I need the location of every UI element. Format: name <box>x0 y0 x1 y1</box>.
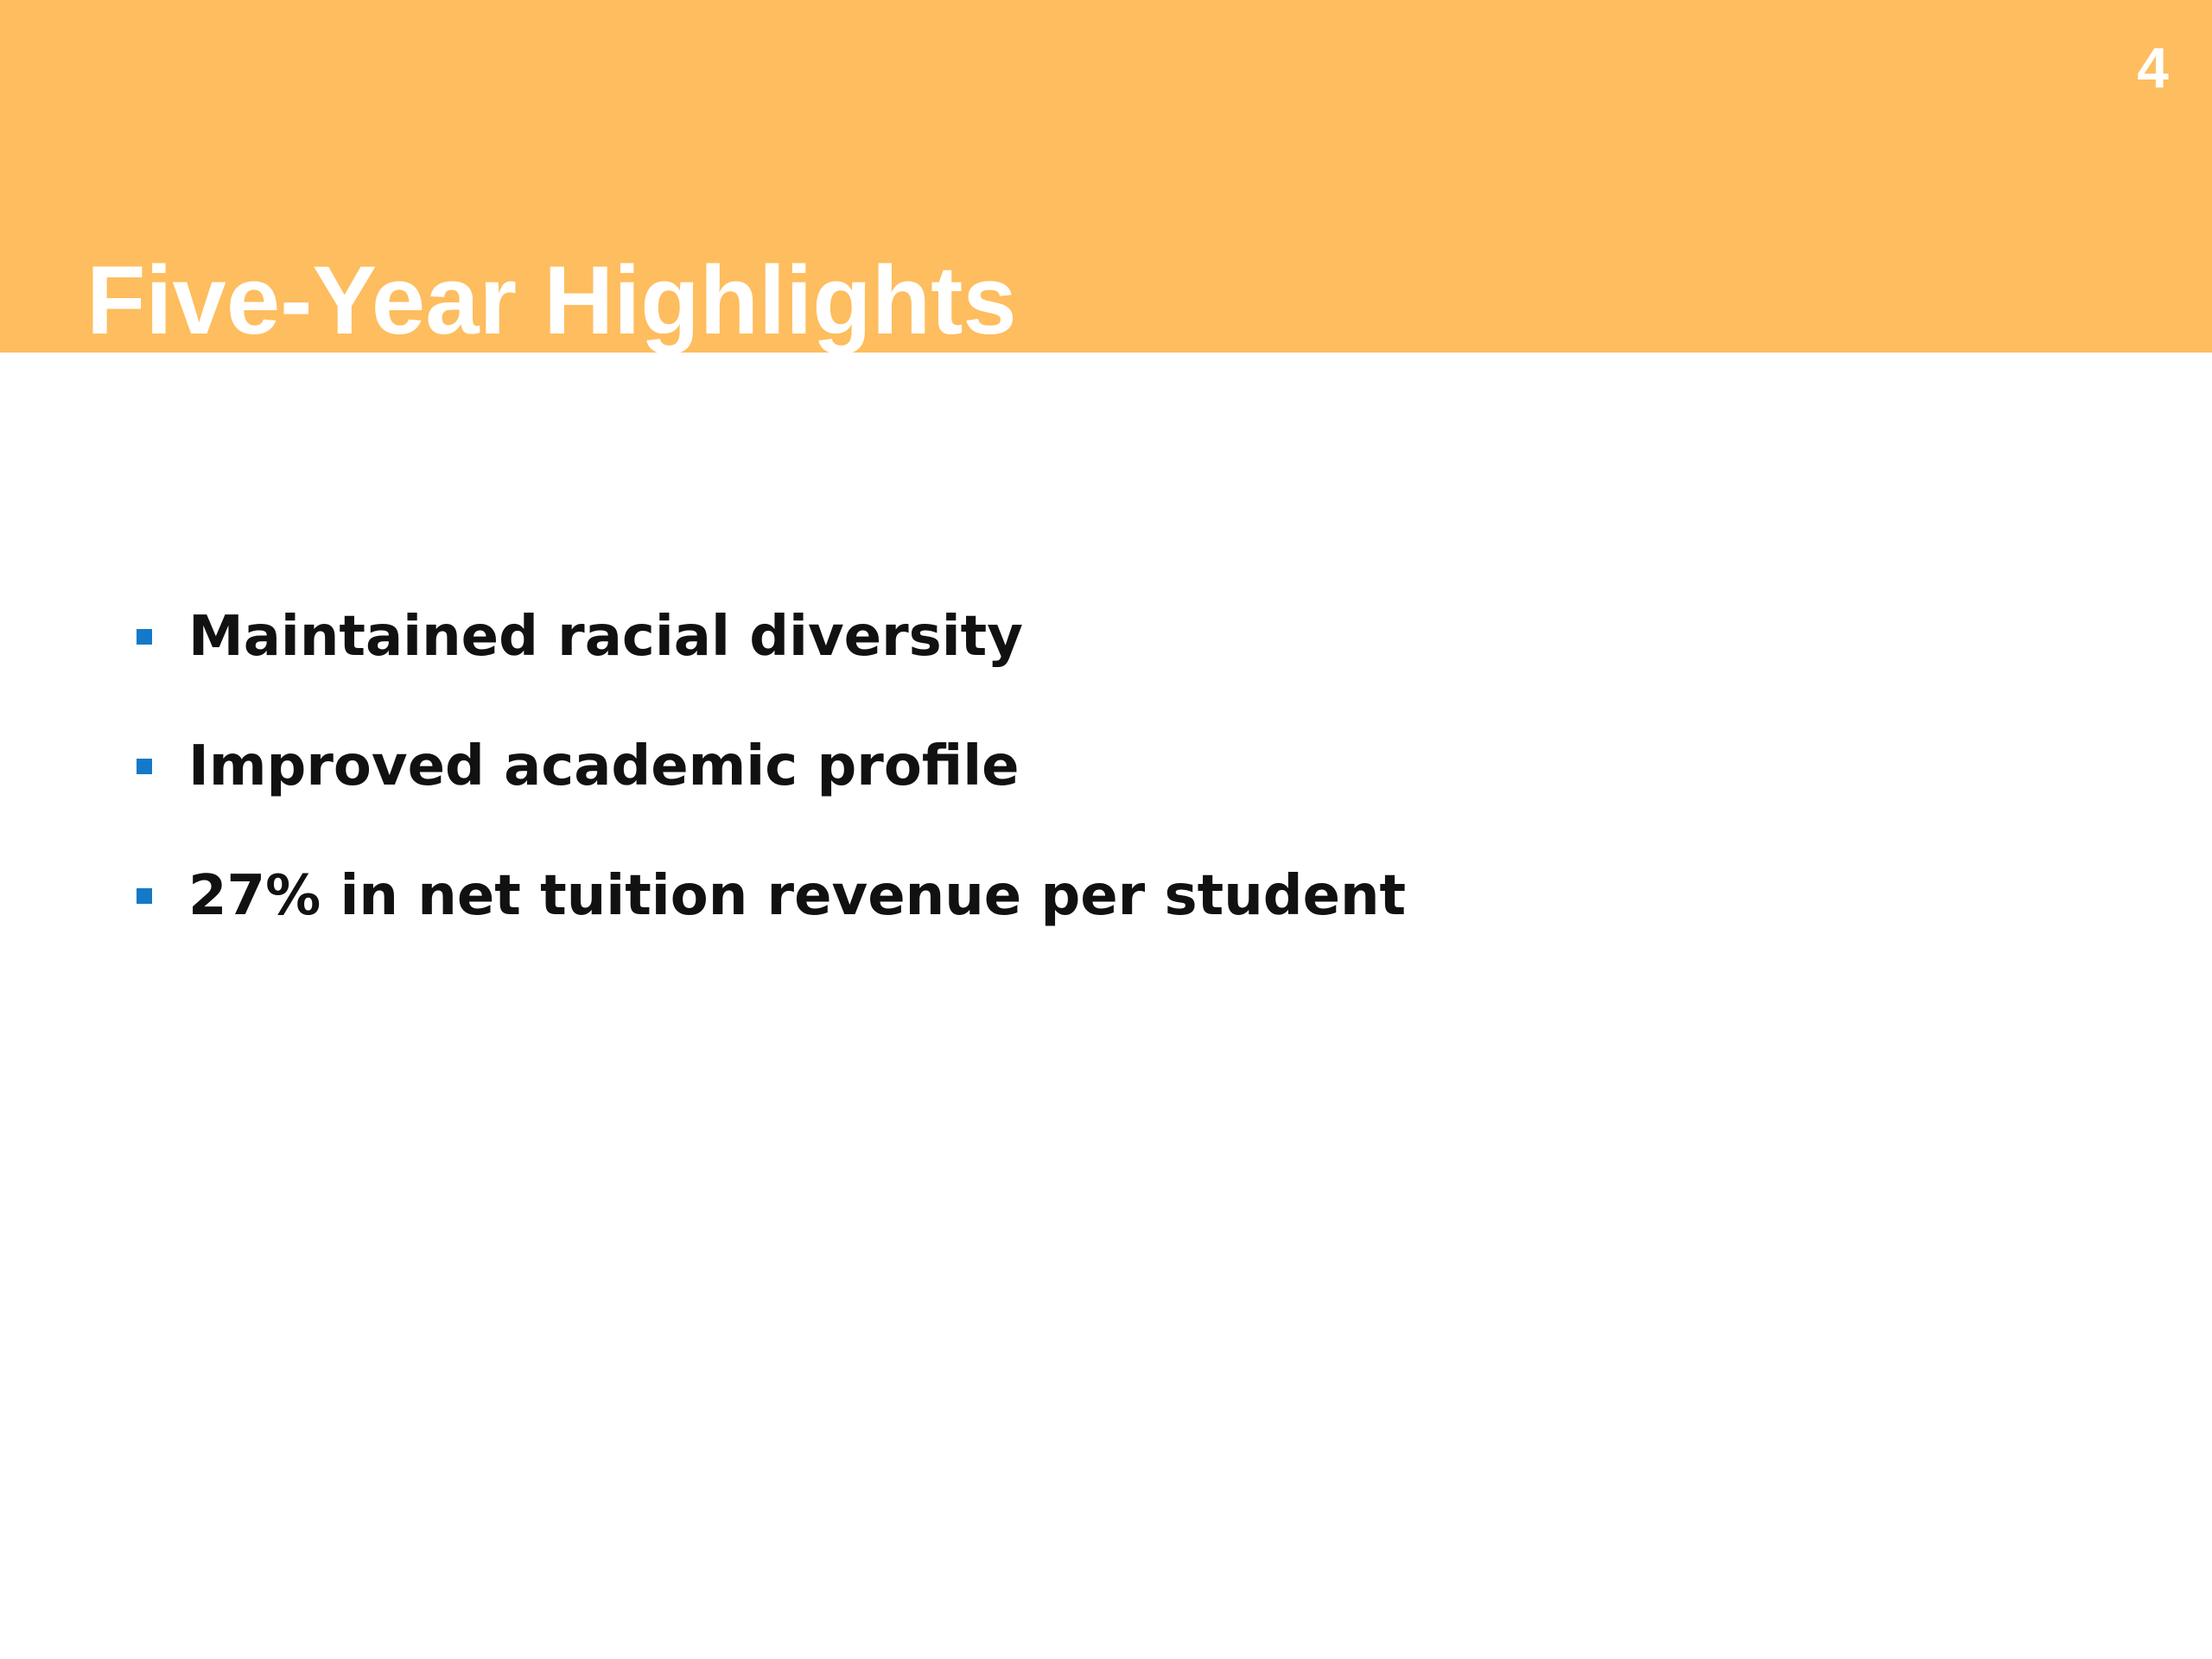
square-bullet-icon <box>137 629 152 645</box>
square-bullet-icon <box>137 888 152 904</box>
bullet-text: 27% in net tuition revenue per student <box>188 864 1407 928</box>
bullet-list <box>137 598 1406 987</box>
slide-title: Five-Year Highlights <box>86 246 1017 354</box>
bullet-text: Maintained racial diversity <box>188 605 1023 669</box>
list-item <box>137 857 1406 987</box>
square-bullet-icon <box>137 759 152 774</box>
list-item <box>137 598 1406 728</box>
slide-number: 4 <box>2137 35 2169 99</box>
list-item <box>137 728 1406 857</box>
bullet-text: Improved academic profile <box>188 734 1020 798</box>
